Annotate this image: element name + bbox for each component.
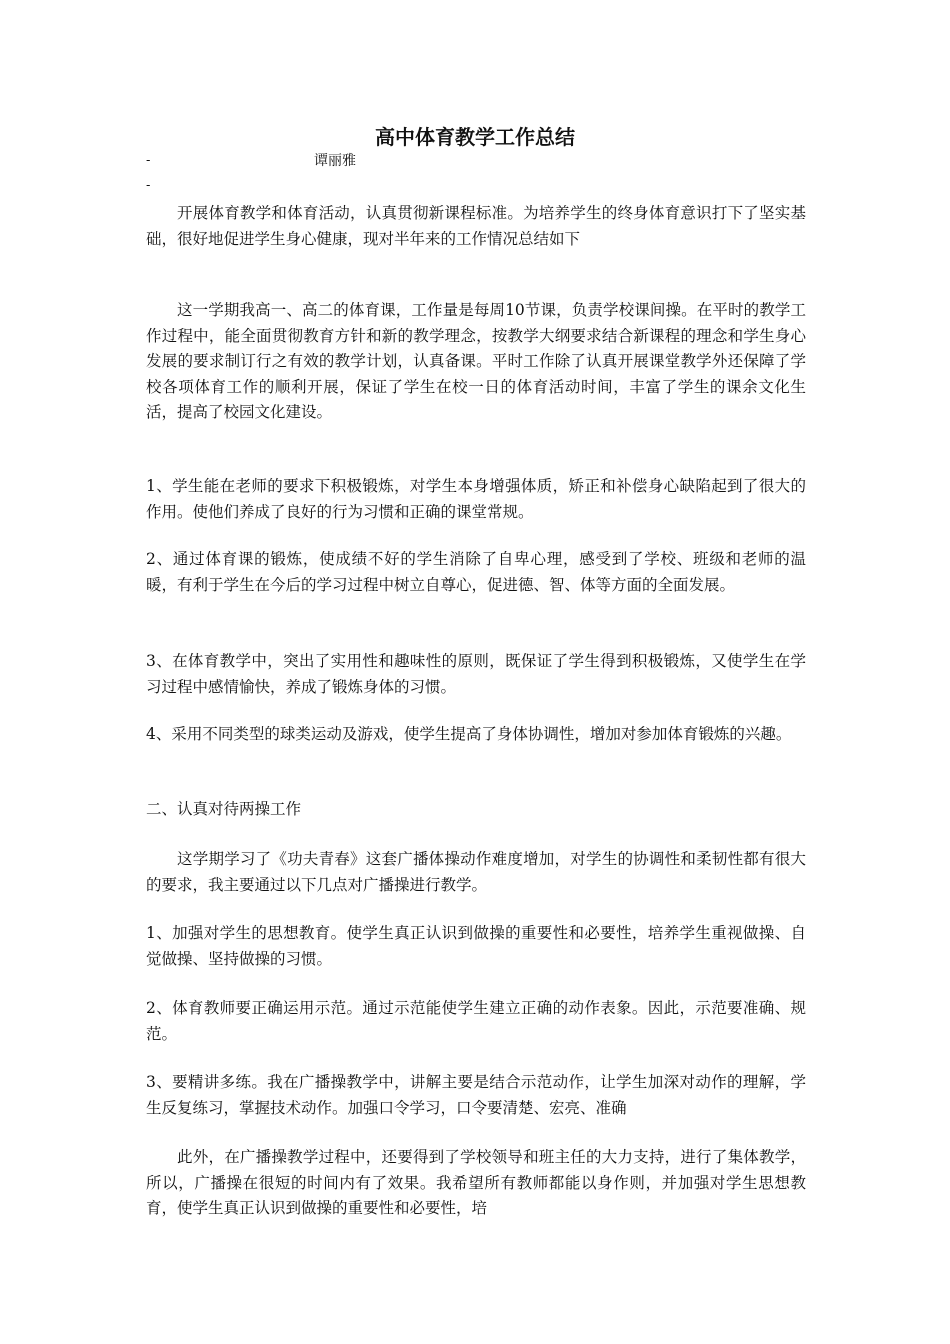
body-paragraph: 这一学期我高一、高二的体育课，工作量是每周10节课，负责学校课间操。在平时的教学工作过程中，能全面贯彻教育方针和新的教学理念，按教学大纲要求结合新课程的理念和学生身心发展的要求制订行之有效的教学计划，认真备课。平时工作除了认真开展课堂教学外还保障了学校各项体育工作的顺利开展，保证了学生在校一日的体育活动时间，丰富了学生的课余文化生活，提高了校园文化建设。 bbox=[146, 301, 806, 421]
body-paragraph: 此外，在广播操教学过程中，还要得到了学校领导和班主任的大力支持，进行了集体教学，所以，广播操在很短的时间内有了效果。我希望所有教师都能以身作则，并加强对学生思想教育，使学生真正认识到做操的重要性和必要性，培 bbox=[146, 1148, 806, 1217]
intro-paragraph: 开展体育教学和体育活动，认真贯彻新课程标准。为培养学生的终身体育意识打下了坚实基础，很好地促进学生身心健康，现对半年来的工作情况总结如下 bbox=[146, 204, 806, 248]
list-item: 2、体育教师要正确运用示范。通过示范能使学生建立正确的动作表象。因此，示范要准确、规范。 bbox=[146, 999, 806, 1043]
list-item: 4、采用不同类型的球类运动及游戏，使学生提高了身体协调性，增加对参加体育锻炼的兴趣。 bbox=[146, 725, 792, 743]
body-paragraph: 这学期学习了《功夫青春》这套广播体操动作难度增加，对学生的协调性和柔韧性都有很大的要求，我主要通过以下几点对广播操进行教学。 bbox=[146, 850, 806, 894]
author-name: 谭丽雅 bbox=[314, 153, 356, 169]
document-title: 高中体育教学工作总结 bbox=[375, 125, 575, 149]
list-item: 1、学生能在老师的要求下积极锻炼，对学生本身增强体质，矫正和补偿身心缺陷起到了很大的作用。使他们养成了良好的行为习惯和正确的课堂常规。 bbox=[146, 477, 806, 521]
list-marker: - bbox=[146, 153, 151, 168]
list-item: 1、加强对学生的思想教育。使学生真正认识到做操的重要性和必要性，培养学生重视做操、自觉做操、坚持做操的习惯。 bbox=[146, 924, 806, 968]
list-item: 3、在体育教学中，突出了实用性和趣味性的原则，既保证了学生得到积极锻炼，又使学生在学习过程中感情愉快，养成了锻炼身体的习惯。 bbox=[146, 652, 806, 696]
list-marker: - bbox=[146, 178, 151, 193]
list-item: 2、通过体育课的锻炼，使成绩不好的学生消除了自卑心理，感受到了学校、班级和老师的温暖，有利于学生在今后的学习过程中树立自尊心，促进德、智、体等方面的全面发展。 bbox=[146, 550, 806, 594]
section-heading: 二、认真对待两操工作 bbox=[146, 800, 302, 818]
list-item: 3、要精讲多练。我在广播操教学中，讲解主要是结合示范动作，让学生加深对动作的理解，学生反复练习，掌握技术动作。加强口令学习，口令要清楚、宏亮、准确 bbox=[146, 1073, 806, 1117]
